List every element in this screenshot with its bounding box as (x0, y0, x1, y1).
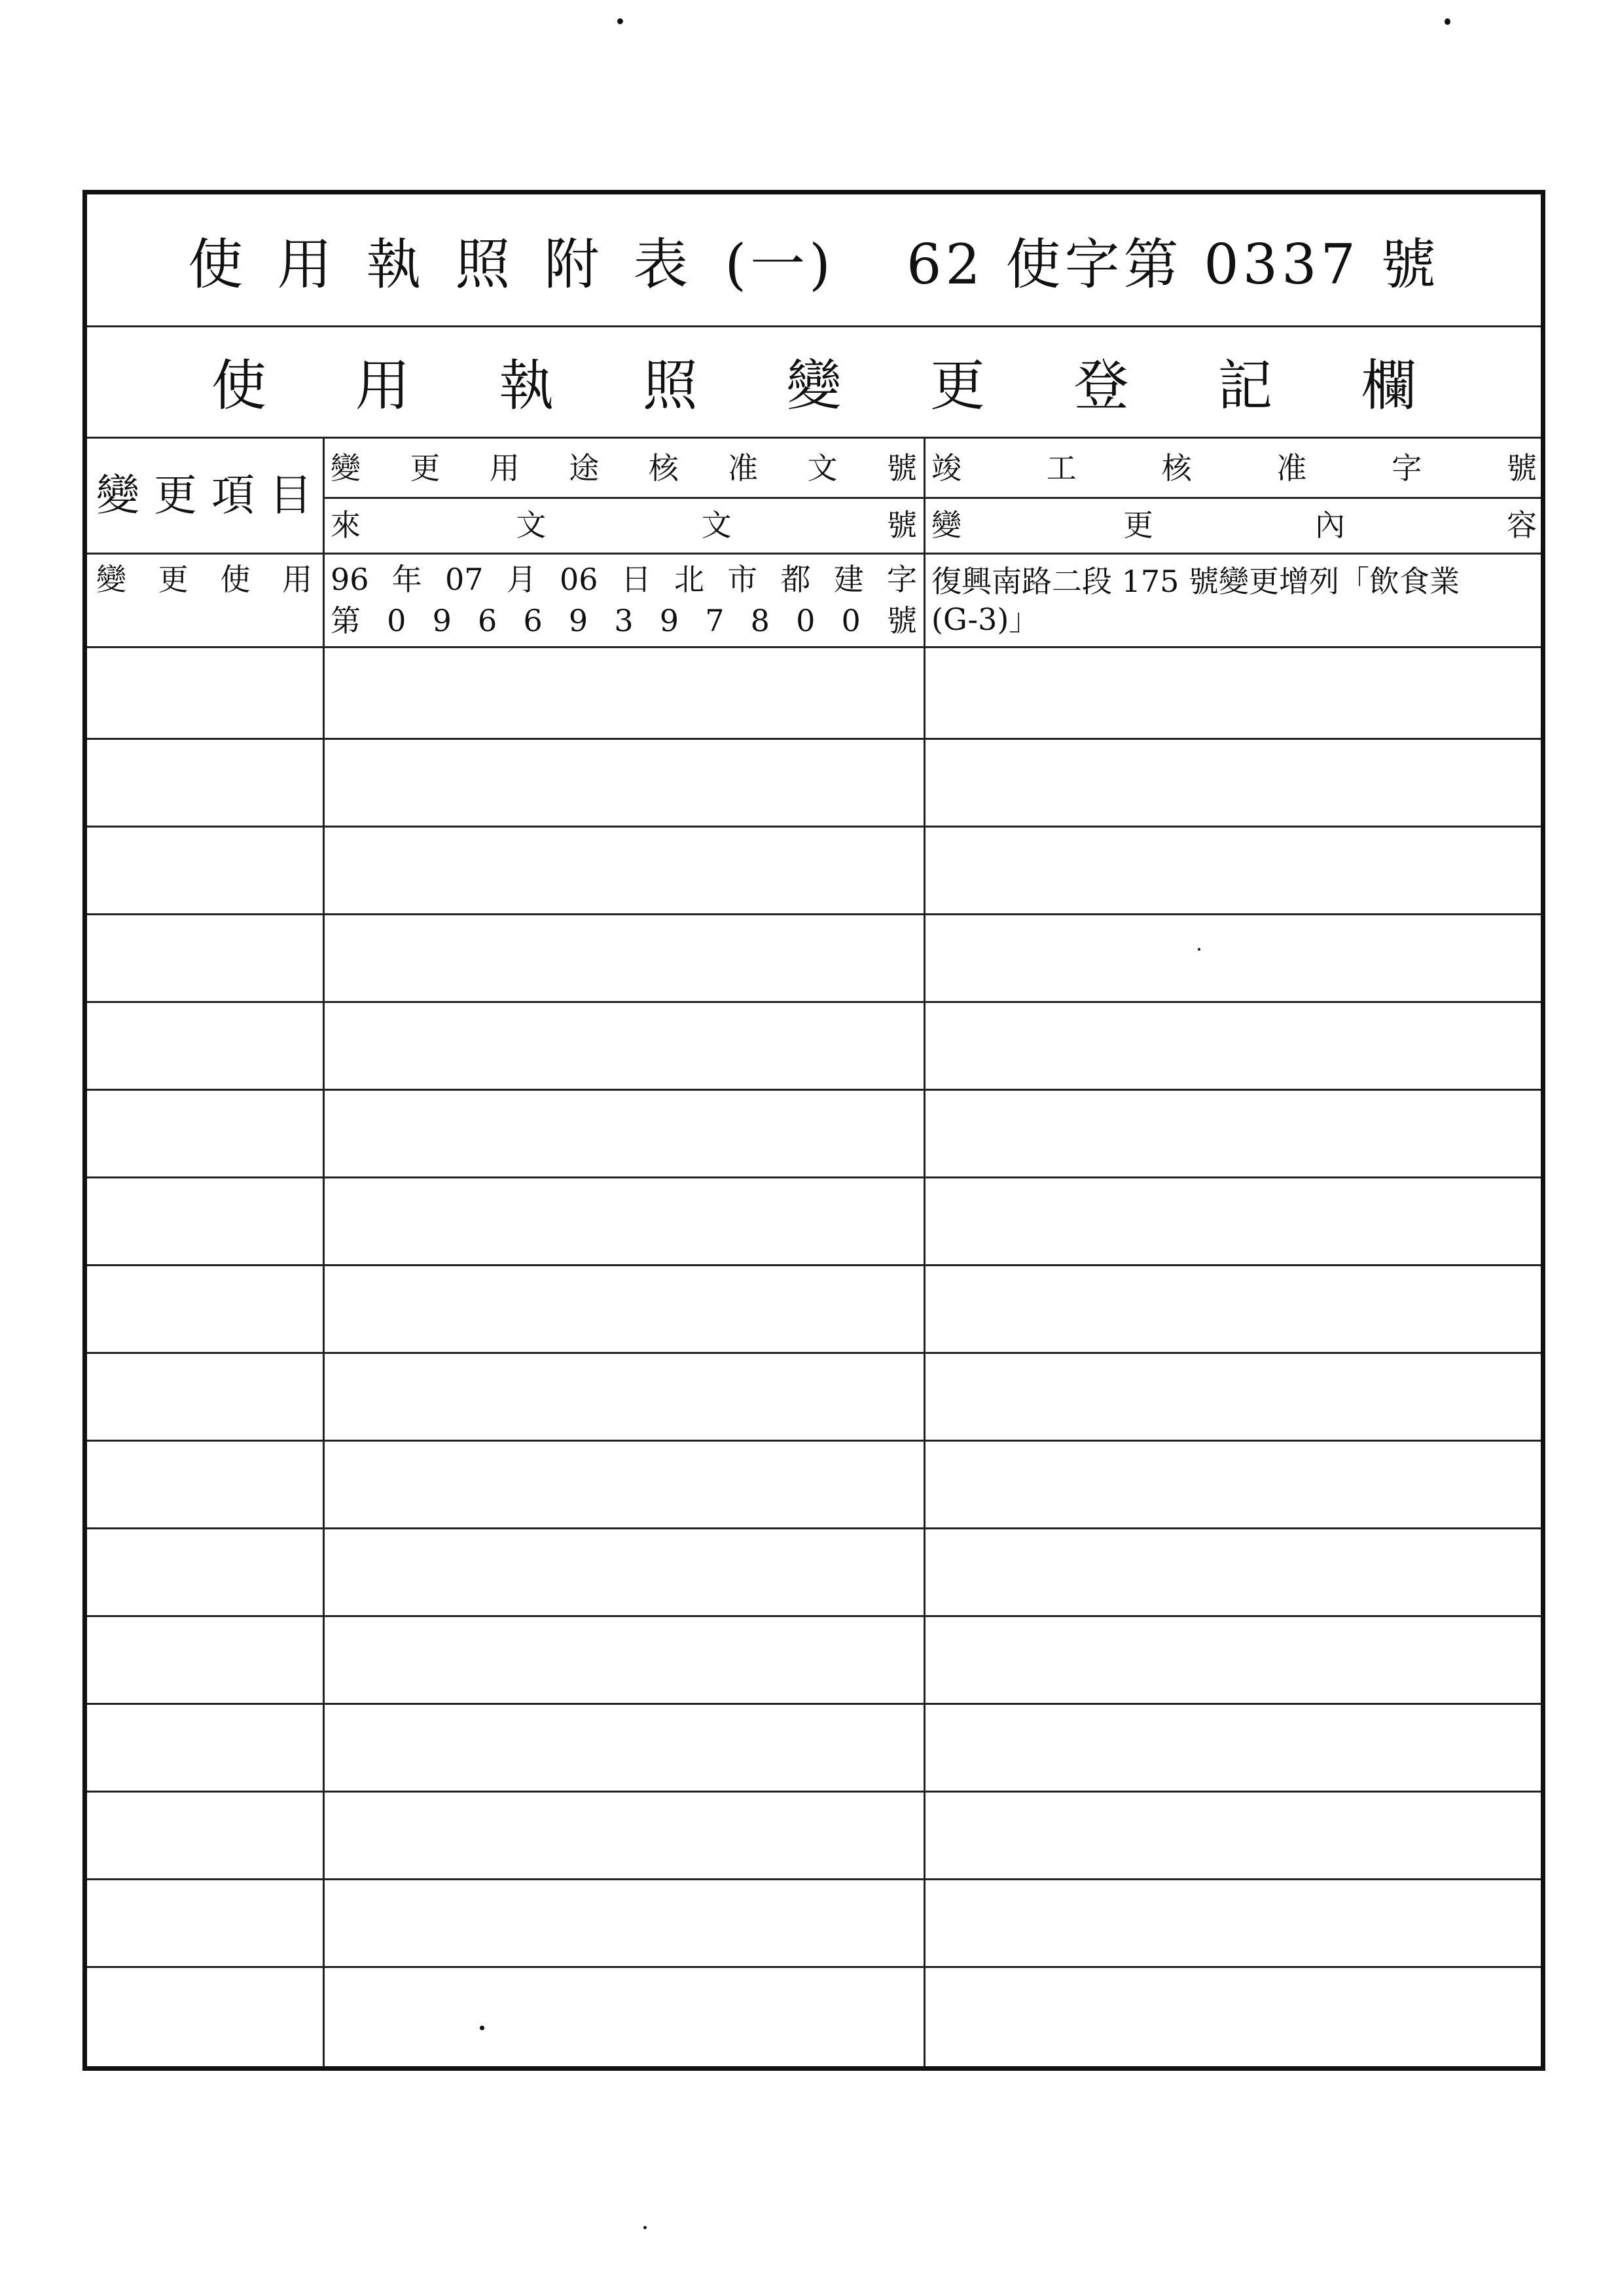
title-chars (188, 221, 722, 300)
header-char: 途 (569, 450, 600, 486)
column-divider (323, 437, 325, 2066)
header-char: 核 (1161, 450, 1192, 486)
entry-char: 3 (614, 603, 634, 638)
header-char: 變 (931, 507, 962, 543)
subtitle-char: 照 (642, 353, 698, 418)
entry-change-item (96, 556, 312, 602)
entry-char: 都 (780, 562, 811, 597)
header-char: 准 (728, 450, 759, 486)
row-divider (87, 1176, 1541, 1178)
header-approval-doc-number (331, 440, 917, 496)
entry-char: 建 (833, 562, 864, 597)
header-char: 文 (516, 507, 547, 543)
subtitle-char: 記 (1217, 353, 1273, 418)
header-char: 更 (410, 450, 440, 486)
header-char: 變 (331, 450, 361, 486)
entry-char: 更 (158, 562, 189, 597)
subtitle-char: 用 (355, 353, 410, 418)
title-suffix: (一) (725, 232, 835, 297)
divider (87, 437, 1541, 439)
row-divider (87, 1440, 1541, 1442)
entry-char: 用 (281, 562, 312, 597)
row-divider (87, 1264, 1541, 1266)
row-divider (87, 1791, 1541, 1793)
header-char: 來 (331, 507, 361, 543)
header-char: 變 (96, 470, 139, 520)
entry-doc-number-line1 (331, 556, 917, 602)
subtitle-char: 執 (499, 353, 554, 418)
entry-char: 變 (96, 562, 126, 597)
row-divider (87, 826, 1541, 828)
scan-speck (617, 18, 623, 24)
header-char: 准 (1276, 450, 1307, 486)
entry-char: 6 (523, 603, 543, 638)
form-title (87, 194, 1541, 325)
row-divider (87, 1089, 1541, 1091)
entry-char: 96 (331, 562, 369, 597)
entry-change-content (931, 562, 1537, 638)
entry-char: 月 (506, 562, 537, 597)
entry-char: 9 (568, 603, 588, 638)
header-char: 目 (269, 470, 312, 520)
header-char: 竣 (931, 450, 962, 486)
entry-char: 號 (886, 603, 917, 638)
row-divider (87, 1966, 1541, 1968)
column-divider (924, 437, 926, 2066)
header-char: 核 (648, 450, 679, 486)
subtitle-char: 更 (930, 353, 986, 418)
entry-char: 07 (445, 562, 484, 597)
entry-content-line2: (G-3)」 (931, 602, 1039, 637)
row-divider (87, 1001, 1541, 1003)
row-divider (87, 913, 1541, 915)
divider (87, 646, 1541, 648)
entry-char: 6 (478, 603, 497, 638)
entry-char: 市 (727, 562, 758, 597)
title-char: 用 (277, 232, 367, 297)
title-char: 表 (633, 232, 723, 297)
entry-char: 06 (560, 562, 598, 597)
header-char: 更 (1123, 507, 1153, 543)
header-char: 容 (1507, 507, 1537, 543)
title-char: 使 (188, 232, 278, 297)
header-char: 項 (211, 470, 255, 520)
subtitle-char: 欄 (1361, 353, 1416, 418)
entry-char: 第 (331, 603, 361, 638)
header-char: 文 (701, 507, 732, 543)
row-divider (87, 1703, 1541, 1705)
header-incoming-doc-number (331, 499, 917, 551)
divider (87, 553, 1541, 555)
row-divider (87, 1527, 1541, 1529)
title-char: 照 (455, 232, 545, 297)
entry-char: 年 (391, 562, 422, 597)
entry-char: 9 (432, 603, 452, 638)
header-char: 文 (807, 450, 838, 486)
entry-content-line1: 復興南路二段 175 號變更增列「飲食業 (931, 564, 1460, 599)
subtitle-char: 使 (211, 353, 267, 418)
entry-char: 使 (220, 562, 251, 597)
entry-doc-number-line2 (331, 599, 917, 642)
title-char: 執 (366, 232, 456, 297)
header-change-item (96, 440, 312, 551)
header-change-content (931, 499, 1537, 551)
license-number: 62 使字第 0337 號 (906, 232, 1440, 297)
header-char: 工 (1046, 450, 1077, 486)
entry-char: 0 (796, 603, 816, 638)
entry-char: 0 (387, 603, 406, 638)
usage-license-change-form (82, 190, 1545, 2071)
header-char: 內 (1315, 507, 1345, 543)
header-char: 號 (886, 450, 917, 486)
header-completion-approval-number (931, 440, 1537, 496)
header-char: 用 (489, 450, 520, 486)
scan-speck (1445, 18, 1450, 25)
entry-char: 北 (674, 562, 705, 597)
entry-char: 0 (841, 603, 861, 638)
title-char: 附 (544, 232, 634, 297)
entry-char: 8 (750, 603, 770, 638)
header-char: 號 (1506, 450, 1537, 486)
entry-char: 9 (659, 603, 679, 638)
header-char: 字 (1392, 450, 1422, 486)
subtitle-char: 變 (786, 353, 842, 418)
entry-char: 字 (886, 562, 917, 597)
scan-speck (643, 2226, 647, 2229)
row-divider (87, 1615, 1541, 1617)
entry-char: 日 (620, 562, 651, 597)
header-char: 更 (154, 470, 197, 520)
row-divider (87, 1352, 1541, 1354)
form-subtitle (211, 325, 1416, 437)
header-char: 號 (886, 507, 917, 543)
row-divider (87, 738, 1541, 740)
row-divider (87, 1878, 1541, 1880)
subtitle-char: 登 (1073, 353, 1129, 418)
entry-char: 7 (705, 603, 725, 638)
